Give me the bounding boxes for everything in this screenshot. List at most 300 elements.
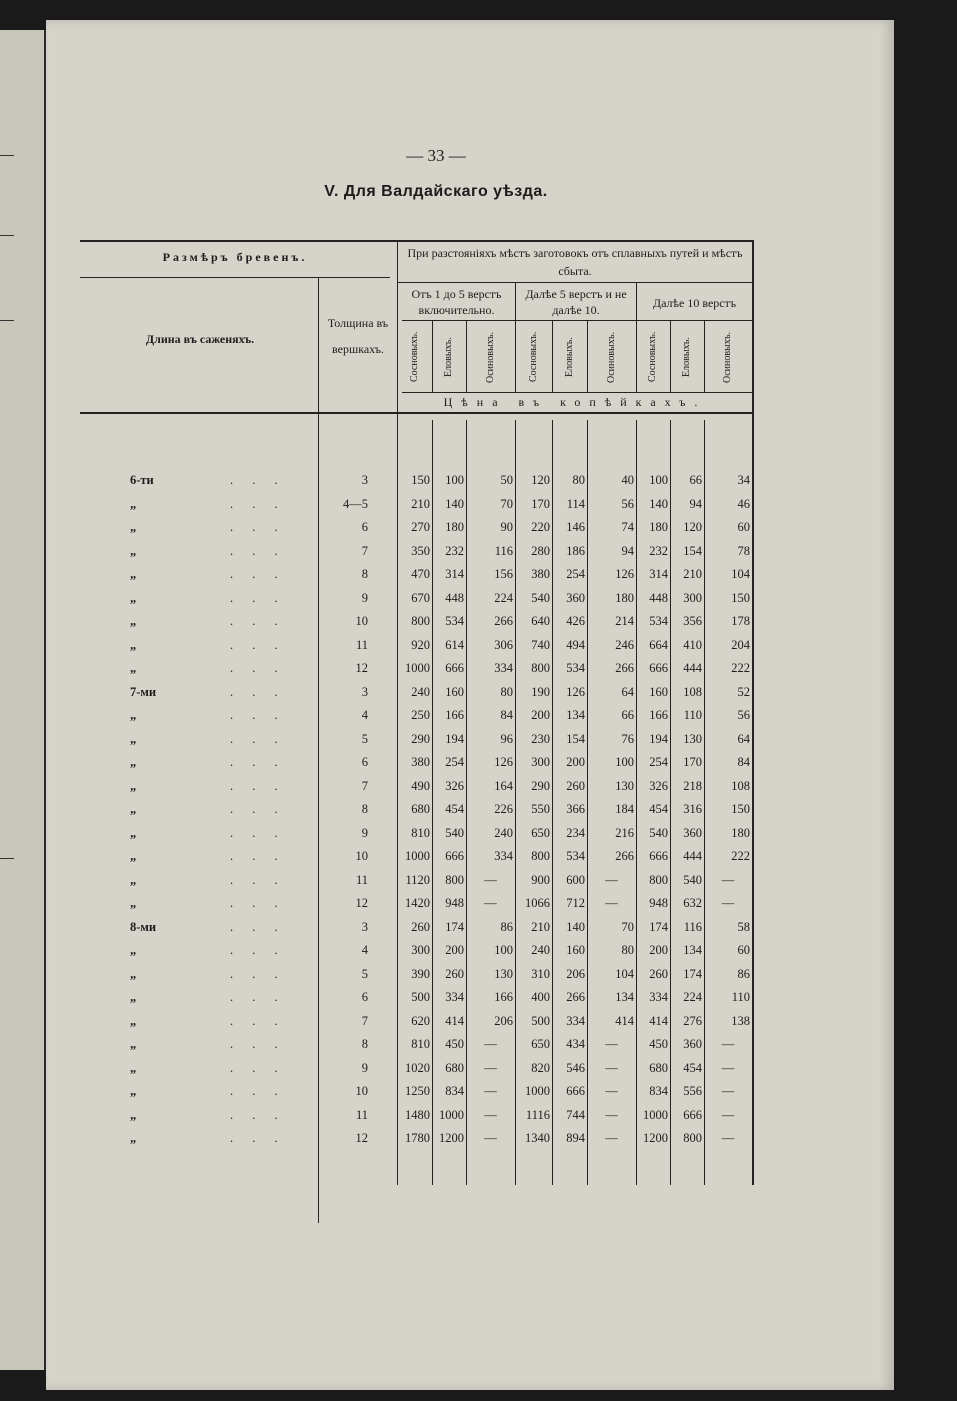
thickness-cell: 6 — [361, 990, 368, 1004]
price-cell: 290 — [531, 778, 550, 793]
price-cell: 334 — [445, 990, 464, 1004]
leader-dots: . . . — [230, 802, 286, 816]
table-row — [80, 822, 752, 844]
price-cell: 154 — [683, 543, 702, 558]
price-cell: 84 — [737, 755, 750, 769]
table-row — [80, 1010, 752, 1032]
price-cell: 650 — [531, 1037, 550, 1051]
price-cell: 34 — [737, 473, 750, 487]
price-cell: 94 — [621, 543, 634, 558]
leader-dots: . . . — [230, 473, 286, 487]
length-cell: „ — [130, 825, 137, 840]
price-cell: — — [484, 872, 497, 887]
price-cell: 666 — [683, 1107, 702, 1122]
price-cell: 166 — [445, 708, 464, 722]
leader-dots: . . . — [230, 1037, 286, 1051]
price-cell: 174 — [445, 919, 464, 934]
price-cell: 470 — [411, 567, 430, 581]
price-cell: 120 — [683, 520, 702, 534]
price-cell: 150 — [731, 802, 750, 816]
price-cell: 534 — [566, 849, 585, 863]
price-cell: 640 — [531, 614, 550, 628]
price-cell: 356 — [683, 614, 702, 628]
price-cell: 96 — [500, 731, 513, 746]
price-cell: — — [605, 1060, 618, 1075]
price-cell: 134 — [683, 943, 702, 957]
price-cell: 450 — [445, 1037, 464, 1051]
thickness-cell: 7 — [361, 778, 368, 793]
thickness-cell: 7 — [361, 543, 368, 558]
leader-dots: . . . — [230, 661, 286, 675]
price-cell: — — [721, 1037, 735, 1051]
leader-dots: . . . — [230, 990, 286, 1004]
price-cell: 146 — [566, 520, 585, 534]
length-cell: „ — [130, 802, 137, 816]
price-cell: 200 — [445, 943, 464, 957]
price-cell: 810 — [411, 825, 430, 840]
price-cell: 800 — [683, 1131, 702, 1145]
price-cell: 138 — [731, 1013, 750, 1028]
price-cell: — — [721, 1107, 735, 1122]
price-cell: 56 — [621, 496, 634, 511]
thickness-cell: 3 — [361, 684, 368, 699]
price-cell: 70 — [500, 496, 513, 511]
price-cell: 110 — [683, 708, 702, 722]
leader-dots: . . . — [230, 1013, 286, 1028]
price-cell: 414 — [445, 1013, 464, 1028]
price-cell: 140 — [445, 496, 464, 511]
thickness-cell: 10 — [355, 614, 368, 628]
leader-dots: . . . — [230, 1084, 286, 1098]
price-cell: 1000 — [405, 661, 430, 675]
price-cell: 222 — [731, 849, 750, 863]
price-cell: 94 — [689, 496, 702, 511]
price-cell: 80 — [621, 943, 634, 957]
header-species: Сосновыхъ. — [408, 331, 420, 383]
table-row — [80, 1033, 752, 1055]
price-cell: 134 — [566, 708, 585, 722]
price-cell: 108 — [683, 684, 702, 699]
price-cell: 254 — [649, 755, 668, 769]
price-cell: 84 — [500, 708, 513, 722]
leader-dots: . . . — [230, 966, 286, 981]
thickness-cell: 8 — [361, 567, 368, 581]
price-cell: 180 — [649, 520, 668, 534]
price-cell: 314 — [649, 567, 668, 581]
thickness-cell: 9 — [361, 825, 368, 840]
price-cell: 666 — [566, 1084, 585, 1098]
header-group-3: Далѣе 10 верстъ — [652, 296, 737, 310]
header-species: Осиновыхъ. — [722, 331, 733, 383]
price-cell: 1780 — [405, 1131, 430, 1145]
header-species: Осиновыхъ. — [484, 331, 496, 383]
price-cell: 260 — [649, 966, 668, 981]
price-cell: 56 — [737, 708, 750, 722]
price-cell: 448 — [649, 590, 668, 605]
table-row — [80, 563, 752, 585]
price-cell: 334 — [494, 661, 513, 675]
price-cell: 74 — [621, 520, 634, 534]
length-cell: „ — [130, 1107, 137, 1122]
table-row — [80, 681, 752, 703]
length-cell: „ — [130, 943, 137, 957]
price-cell: 894 — [566, 1131, 585, 1145]
length-cell: „ — [130, 966, 137, 981]
price-cell: 100 — [494, 943, 513, 957]
price-cell: 664 — [649, 637, 668, 652]
price-cell: 680 — [445, 1060, 464, 1075]
page-number: — 33 — — [406, 146, 466, 165]
length-cell: „ — [130, 661, 137, 675]
table-row — [80, 751, 752, 773]
price-cell: 834 — [445, 1084, 464, 1098]
price-cell: 218 — [683, 778, 702, 793]
price-cell: — — [484, 896, 497, 910]
length-cell: „ — [130, 708, 137, 722]
length-cell: „ — [130, 1131, 137, 1145]
price-cell: 334 — [494, 849, 513, 863]
price-cell: 66 — [689, 473, 702, 487]
price-cell: 254 — [566, 567, 585, 581]
price-cell: — — [484, 1060, 497, 1075]
price-cell: — — [721, 896, 735, 910]
price-cell: 666 — [445, 661, 464, 675]
price-cell: 1116 — [525, 1107, 550, 1122]
thickness-cell: 4 — [361, 943, 368, 957]
price-cell: 108 — [731, 778, 750, 793]
price-cell: 666 — [649, 849, 668, 863]
price-cell: — — [484, 1037, 497, 1051]
table-row — [80, 1127, 752, 1149]
length-cell: „ — [130, 778, 137, 793]
price-cell: 920 — [411, 637, 430, 652]
price-cell: — — [721, 1060, 735, 1075]
price-cell: 1000 — [525, 1084, 550, 1098]
thickness-cell: 12 — [355, 1131, 368, 1145]
price-cell: 220 — [531, 520, 550, 534]
price-cell: 1066 — [525, 896, 550, 910]
price-cell: 494 — [566, 637, 585, 652]
leader-dots: . . . — [230, 520, 286, 534]
price-cell: 546 — [566, 1060, 585, 1075]
price-cell: 194 — [445, 731, 464, 746]
price-cell: 444 — [683, 661, 702, 675]
table-row — [80, 845, 752, 867]
thickness-cell: 5 — [361, 966, 368, 981]
header-log-size: Размѣръ бревенъ. — [162, 250, 308, 264]
price-cell: 178 — [731, 614, 750, 628]
price-cell: 180 — [615, 590, 634, 605]
table-row — [80, 704, 752, 726]
price-cell: 740 — [531, 637, 550, 652]
price-cell: 216 — [615, 825, 634, 840]
header-species: Еловыхъ. — [443, 337, 454, 377]
price-cell: 834 — [649, 1084, 668, 1098]
table-row — [80, 916, 752, 938]
length-cell: „ — [130, 990, 137, 1004]
length-cell: „ — [130, 1084, 137, 1098]
table-row — [80, 1057, 752, 1079]
price-cell: 110 — [731, 990, 750, 1004]
price-cell: 180 — [445, 520, 464, 534]
leader-dots: . . . — [230, 590, 286, 605]
leader-dots: . . . — [230, 919, 286, 934]
price-cell: 426 — [566, 614, 585, 628]
table-row — [80, 610, 752, 632]
price-cell: — — [605, 1131, 618, 1145]
price-cell: 260 — [566, 778, 585, 793]
price-cell: 326 — [649, 778, 668, 793]
price-cell: 800 — [445, 872, 464, 887]
length-cell: „ — [130, 849, 137, 863]
leader-dots: . . . — [230, 614, 286, 628]
price-cell: 454 — [683, 1060, 702, 1075]
price-cell: 744 — [566, 1107, 585, 1122]
header-group-2: Далѣе 5 верстъ и не далѣе 10. — [525, 287, 627, 317]
leader-dots: . . . — [230, 543, 286, 558]
price-cell: 206 — [566, 966, 585, 981]
price-cell: 670 — [411, 590, 430, 605]
price-cell: 154 — [566, 731, 585, 746]
price-cell: 266 — [615, 661, 634, 675]
price-cell: 166 — [649, 708, 668, 722]
price-cell: — — [484, 1131, 497, 1145]
price-cell: 160 — [649, 684, 668, 699]
length-cell: „ — [130, 731, 137, 746]
thickness-cell: 8 — [361, 802, 368, 816]
table-row — [80, 963, 752, 985]
price-cell: 234 — [566, 825, 585, 840]
price-cell: 316 — [683, 802, 702, 816]
table-row — [80, 728, 752, 750]
price-cell: 78 — [737, 543, 750, 558]
price-cell: 210 — [411, 496, 430, 511]
price-cell: 290 — [411, 731, 430, 746]
price-cell: 1250 — [405, 1084, 430, 1098]
price-cell: 260 — [411, 919, 430, 934]
price-cell: 1480 — [405, 1107, 430, 1122]
thickness-cell: 9 — [361, 1060, 368, 1075]
table-row — [80, 469, 752, 491]
thickness-cell: 4—5 — [343, 496, 368, 511]
price-cell: 150 — [731, 590, 750, 605]
price-cell: 380 — [531, 567, 550, 581]
price-cell: 200 — [531, 708, 550, 722]
price-cell: 114 — [566, 496, 585, 511]
header-price-unit: Цѣна въ копѣйкахъ. — [443, 395, 707, 409]
price-cell: 1420 — [405, 896, 430, 910]
price-cell: 104 — [731, 567, 750, 581]
price-cell: 116 — [683, 919, 702, 934]
length-cell: „ — [130, 614, 137, 628]
length-cell: „ — [130, 567, 137, 581]
price-cell: 326 — [445, 778, 464, 793]
price-cell: 130 — [683, 731, 702, 746]
thickness-cell: 7 — [361, 1013, 368, 1028]
price-cell: 800 — [411, 614, 430, 628]
thickness-cell: 10 — [355, 1084, 368, 1098]
length-cell: „ — [130, 590, 137, 605]
price-cell: 350 — [411, 543, 430, 558]
table-row — [80, 540, 752, 562]
header-distance: При разстояніяхъ мѣстъ заготовокъ отъ сплавныхъ путей и мѣстъ сбыта. — [407, 246, 743, 278]
price-cell: 100 — [615, 755, 634, 769]
price-cell: 232 — [445, 543, 464, 558]
price-cell: 540 — [445, 825, 464, 840]
price-cell: 450 — [649, 1037, 668, 1051]
header-species: Еловыхъ. — [681, 337, 692, 377]
price-cell: 120 — [531, 473, 550, 487]
table-row — [80, 892, 752, 914]
leader-dots: . . . — [230, 755, 286, 769]
price-cell: 680 — [411, 802, 430, 816]
length-cell: „ — [130, 637, 137, 652]
header-thickness: Толщина въ вершкахъ. — [327, 316, 389, 356]
price-cell: 280 — [531, 543, 550, 558]
price-cell: 1120 — [405, 872, 430, 887]
price-cell: 194 — [649, 731, 668, 746]
price-cell: 948 — [445, 896, 464, 910]
price-cell: 666 — [649, 661, 668, 675]
price-cell: 200 — [649, 943, 668, 957]
price-cell: — — [605, 1107, 618, 1122]
price-cell: 448 — [445, 590, 464, 605]
price-cell: 100 — [445, 473, 464, 487]
thickness-cell: 4 — [361, 708, 368, 722]
thickness-cell: 11 — [355, 872, 368, 887]
price-cell: 1340 — [525, 1131, 550, 1145]
header-length: Длина въ саженяхъ. — [145, 332, 255, 346]
thickness-cell: 5 — [361, 731, 368, 746]
price-cell: 126 — [494, 755, 513, 769]
price-cell: 200 — [566, 755, 585, 769]
price-cell: 800 — [531, 661, 550, 675]
price-cell: 1200 — [643, 1131, 668, 1145]
price-cell: 246 — [615, 637, 634, 652]
price-cell: 900 — [531, 872, 550, 887]
thickness-cell: 10 — [355, 849, 368, 863]
price-cell: 206 — [494, 1013, 513, 1028]
price-cell: 140 — [566, 919, 585, 934]
length-cell: „ — [130, 896, 137, 910]
table-row — [80, 798, 752, 820]
price-cell: 214 — [615, 614, 634, 628]
price-cell: 210 — [683, 567, 702, 581]
price-cell: 1020 — [405, 1060, 430, 1075]
price-cell: 366 — [566, 802, 585, 816]
price-cell: 300 — [531, 755, 550, 769]
price-cell: 76 — [621, 731, 634, 746]
price-cell: 360 — [683, 1037, 702, 1051]
price-cell: — — [721, 1131, 735, 1145]
price-cell: 260 — [445, 966, 464, 981]
price-cell: 666 — [445, 849, 464, 863]
price-cell: 164 — [494, 778, 513, 793]
price-cell: — — [605, 872, 618, 887]
price-cell: 46 — [737, 496, 750, 511]
price-cell: 150 — [411, 473, 430, 487]
thickness-cell: 3 — [361, 473, 368, 487]
price-cell: 232 — [649, 543, 668, 558]
length-cell: 7-ми — [130, 684, 157, 699]
table-row — [80, 587, 752, 609]
price-cell: 948 — [649, 896, 668, 910]
price-cell: 130 — [615, 778, 634, 793]
price-cell: 126 — [566, 684, 585, 699]
length-cell: „ — [130, 543, 137, 558]
table-row — [80, 516, 752, 538]
thickness-cell: 6 — [361, 755, 368, 769]
price-cell: 230 — [531, 731, 550, 746]
price-cell: 800 — [531, 849, 550, 863]
price-cell: 600 — [566, 872, 585, 887]
price-cell: 270 — [411, 520, 430, 534]
price-cell: 712 — [566, 896, 585, 910]
price-cell: 300 — [411, 943, 430, 957]
price-cell: 104 — [615, 966, 634, 981]
price-cell: 90 — [500, 520, 513, 534]
thickness-cell: 12 — [355, 661, 368, 675]
price-cell: 174 — [683, 966, 702, 981]
price-cell: 60 — [737, 520, 750, 534]
header-group-1: Отъ 1 до 5 верстъ включительно. — [411, 287, 502, 317]
price-cell: 444 — [683, 849, 702, 863]
price-cell: 380 — [411, 755, 430, 769]
leader-dots: . . . — [230, 778, 286, 793]
table-row — [80, 939, 752, 961]
price-cell: 52 — [737, 684, 750, 699]
price-cell: — — [721, 1084, 735, 1098]
price-cell: 454 — [445, 802, 464, 816]
price-cell: 540 — [683, 872, 702, 887]
thickness-cell: 6 — [361, 520, 368, 534]
price-cell: 186 — [566, 543, 585, 558]
price-cell: 254 — [445, 755, 464, 769]
price-cell: 50 — [500, 473, 513, 487]
price-cell: 210 — [531, 919, 550, 934]
table-row — [80, 657, 752, 679]
price-cell: 556 — [683, 1084, 702, 1098]
document-page — [46, 20, 894, 1390]
price-cell: 184 — [615, 802, 634, 816]
leader-dots: . . . — [230, 943, 286, 957]
price-cell: 116 — [494, 543, 513, 558]
price-cell: 540 — [531, 590, 550, 605]
price-cell: 314 — [445, 567, 464, 581]
price-cell: 64 — [621, 684, 634, 699]
price-cell: 174 — [649, 919, 668, 934]
page-title: V. Для Валдайскаго уѣзда. — [324, 183, 548, 200]
length-cell: „ — [130, 1013, 137, 1028]
price-cell: 434 — [566, 1037, 585, 1051]
price-cell: 800 — [649, 872, 668, 887]
price-cell: 680 — [649, 1060, 668, 1075]
price-cell: 810 — [411, 1037, 430, 1051]
price-cell: 454 — [649, 802, 668, 816]
price-cell: 306 — [494, 637, 513, 652]
thickness-cell: 11 — [355, 637, 368, 652]
header-species: Осиновыхъ. — [605, 331, 617, 383]
header-species: Сосновыхъ. — [647, 331, 658, 383]
price-cell: 1000 — [439, 1107, 464, 1122]
price-cell: 64 — [737, 731, 750, 746]
price-cell: 620 — [411, 1013, 430, 1028]
table-row — [80, 634, 752, 656]
leader-dots: . . . — [230, 684, 286, 699]
price-cell: 490 — [411, 778, 430, 793]
price-cell: 410 — [683, 637, 702, 652]
length-cell: „ — [130, 520, 137, 534]
